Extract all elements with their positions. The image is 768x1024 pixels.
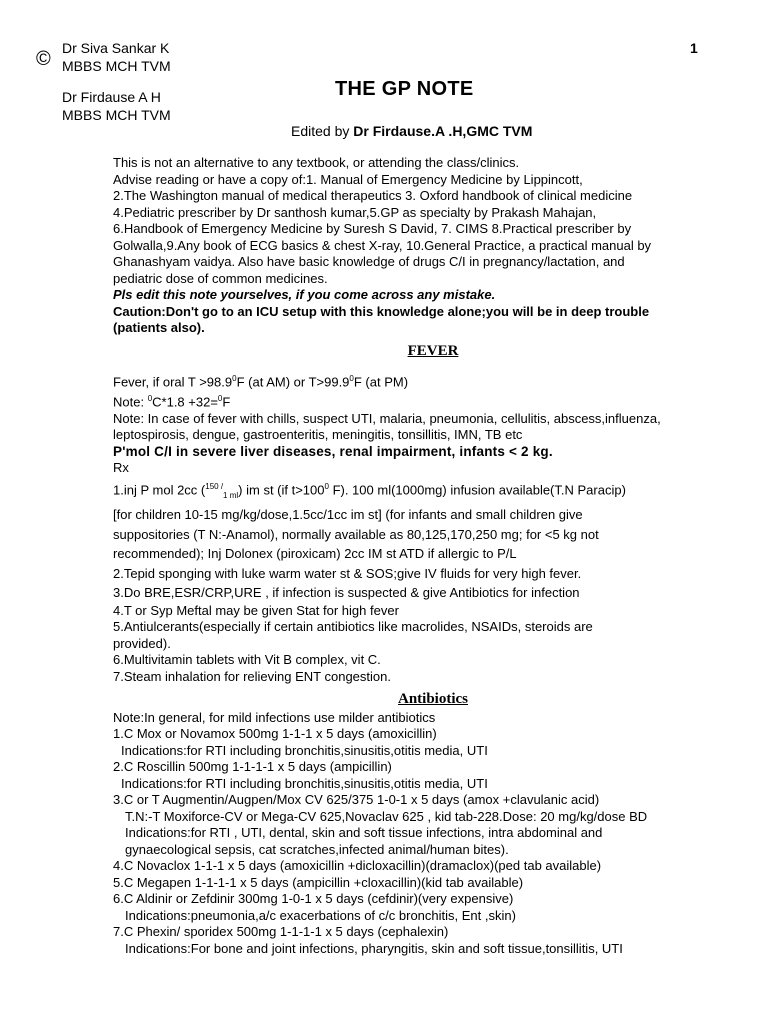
rx-item-1-line: [for children 10-15 mg/kg/dose,1.5cc/1cc im st] (for infants and small children give [113, 507, 583, 523]
copyright-symbol: © [36, 48, 51, 70]
rx-item-1-line: suppositories (T N:-Anamol), normally available as 80,125,170,250 mg; for <5 kg not [113, 526, 599, 542]
fever-note: leptospirosis, dengue, gastroenteritis, meningitis, tonsillitis, IMN, TB etc [113, 427, 523, 443]
intro-line: 6.Handbook of Emergency Medicine by Suresh S David, 7. CIMS 8.Practical prescriber by [113, 221, 632, 236]
caution-line: Caution:Don't go to an ICU setup with this knowledge alone;you will be in deep trouble [113, 303, 650, 319]
antibiotic-line: Indications:For bone and joint infections, pharyngitis, skin and soft tissue,tonsillitis, UTI [125, 940, 623, 956]
antibiotic-line: 7.C Phexin/ sporidex 500mg 1-1-1-1 x 5 days (cephalexin) [113, 924, 449, 940]
antibiotic-line: Indications:pneumonia,a/c exacerbations of c/c bronchitis, Ent ,skin) [125, 907, 516, 923]
intro-line: Advise reading or have a copy of:1. Manual of Emergency Medicine by Lippincott, [113, 171, 583, 187]
rx-item-6: 6.Multivitamin tablets with Vit B complex, vit C. [113, 652, 381, 668]
edited-by [291, 123, 532, 139]
fever-definition: Fever, if oral $T >98.9^0F$ (at AM) or $T>99.9^0F$ (at PM) [113, 374, 409, 390]
page-title: THE GP NOTE [335, 78, 474, 100]
intro-line: Golwalla,9.Any book of ECG basics & chest X-ray, 10.General Practice, a practical manual by [113, 237, 652, 253]
antibiotic-line: 5.C Megapen 1-1-1-1 x 5 days (ampicillin +cloxacillin)(kid tab available) [113, 874, 524, 890]
intro-line: 4.Pediatric prescriber by Dr santhosh kumar,5.GP as specialty by Prakash Mahajan, [113, 204, 597, 220]
antibiotic-line: 4.C Novaclox 1-1-1 x 5 days (amoxicillin +dicloxacillin)(dramaclox)(ped tab available) [113, 858, 602, 874]
intro-line: pediatric dose of common medicines. [113, 270, 328, 286]
author1-name: Dr Siva Sankar K [62, 40, 170, 56]
antibiotic-line: 3.C or T Augmentin/Augpen/Mox CV 625/375 1-0-1 x 5 days (amox +clavulanic acid) [113, 792, 600, 808]
conversion-note: Note: $^0$C*1.8 +32=$^0$F [113, 393, 231, 410]
caution-line: (patients also). [113, 320, 205, 335]
rx-item-3: 3.Do BRE,ESR/CRP,URE , if infection is suspected & give Antibiotics for infection [113, 585, 580, 601]
author1-qual: MBBS MCH TVM [62, 58, 171, 74]
antibiotics-heading: Antibiotics [397, 691, 468, 708]
antibiotic-line: Indications:for RTI including bronchitis,sinusitis,otitis media, UTI [121, 775, 488, 791]
antibiotic-line: 1.C Mox or Novamox 500mg 1-1-1 x 5 days (amoxicillin) [113, 726, 437, 742]
editor-name: Dr Firdause.A .H,GMC TVM [353, 123, 533, 139]
antibiotic-line: 2.C Roscillin 500mg 1-1-1-1 x 5 days (ampicillin) [113, 759, 392, 775]
intro-line: 2.The Washington manual of medical therapeutics 3. Oxford handbook of clinical medicine [113, 188, 633, 203]
antibiotic-line: 6.C Aldinir or Zefdinir 300mg 1-0-1 x 5 days (cefdinir)(very expensive) [113, 891, 514, 907]
intro-line: Ghanashyam vaidya. Also have basic knowledge of drugs C/I in pregnancy/lactation, and [113, 254, 625, 269]
fever-heading: FEVER [407, 342, 459, 359]
antibiotics-list [113, 710, 753, 958]
fever-section [113, 371, 753, 685]
rx-label: Rx [113, 460, 129, 476]
rx-item-4: 4.T or Syp Meftal may be given Stat for high fever [113, 602, 399, 618]
rx-item-1-line: recommended); Inj Dolonex (piroxicam) 2cc IM st ATD if allergic to P/L [113, 546, 517, 562]
rx-item-7: 7.Steam inhalation for relieving ENT congestion. [113, 668, 391, 684]
author2-name: Dr Firdause A H [62, 89, 161, 105]
document-body [113, 155, 753, 957]
antibiotic-line: T.N:-T Moxiforce-CV or Mega-CV 625,Novaclav 625 , kid tab-228.Dose: 20 mg/kg/dose BD [125, 808, 648, 824]
intro-section [113, 155, 753, 337]
rx-item-2: 2.Tepid sponging with luke warm water st & SOS;give IV fluids for very high fever. [113, 565, 582, 581]
rx-item-1: 1.inj P mol 2cc ($^{150 /}_{1 ml}$) im st (if $t>100^0$ F). 100 ml(1000mg) infusion available(T.N Paracip) [113, 481, 626, 500]
antibiotic-line: gynaecological sepsis, cat scratches,infected animal/human bites). [125, 841, 509, 857]
antibiotic-line: Indications:for RTI including bronchitis,sinusitis,otitis media, UTI [121, 742, 488, 758]
page-number: 1 [690, 40, 698, 56]
intro-line: This is not an alternative to any textbook, or attending the class/clinics. [113, 155, 520, 170]
rx-item-5: 5.Antiulcerants(especially if certain antibiotics like macrolides, NSAIDs, steroids are [113, 619, 593, 635]
author2-qual: MBBS MCH TVM [62, 107, 171, 123]
antibiotic-line: Note:In general, for mild infections use milder antibiotics [113, 709, 436, 725]
fever-note: Note: In case of fever with chills, suspect UTI, malaria, pneumonia, cellulitis, abscess,influenza, [113, 410, 661, 426]
antibiotic-line: Indications:for RTI , UTI, dental, skin and soft tissue infections, intra abdominal and [125, 825, 603, 841]
edit-note: Pls edit this note yourselves, if you come across any mistake. [113, 287, 496, 302]
edited-prefix: Edited by [291, 123, 354, 139]
rx-item-5-cont: provided). [113, 635, 171, 651]
pmol-warning: P'mol C/I in severe liver diseases, renal impairment, infants < 2 kg. [113, 443, 553, 459]
